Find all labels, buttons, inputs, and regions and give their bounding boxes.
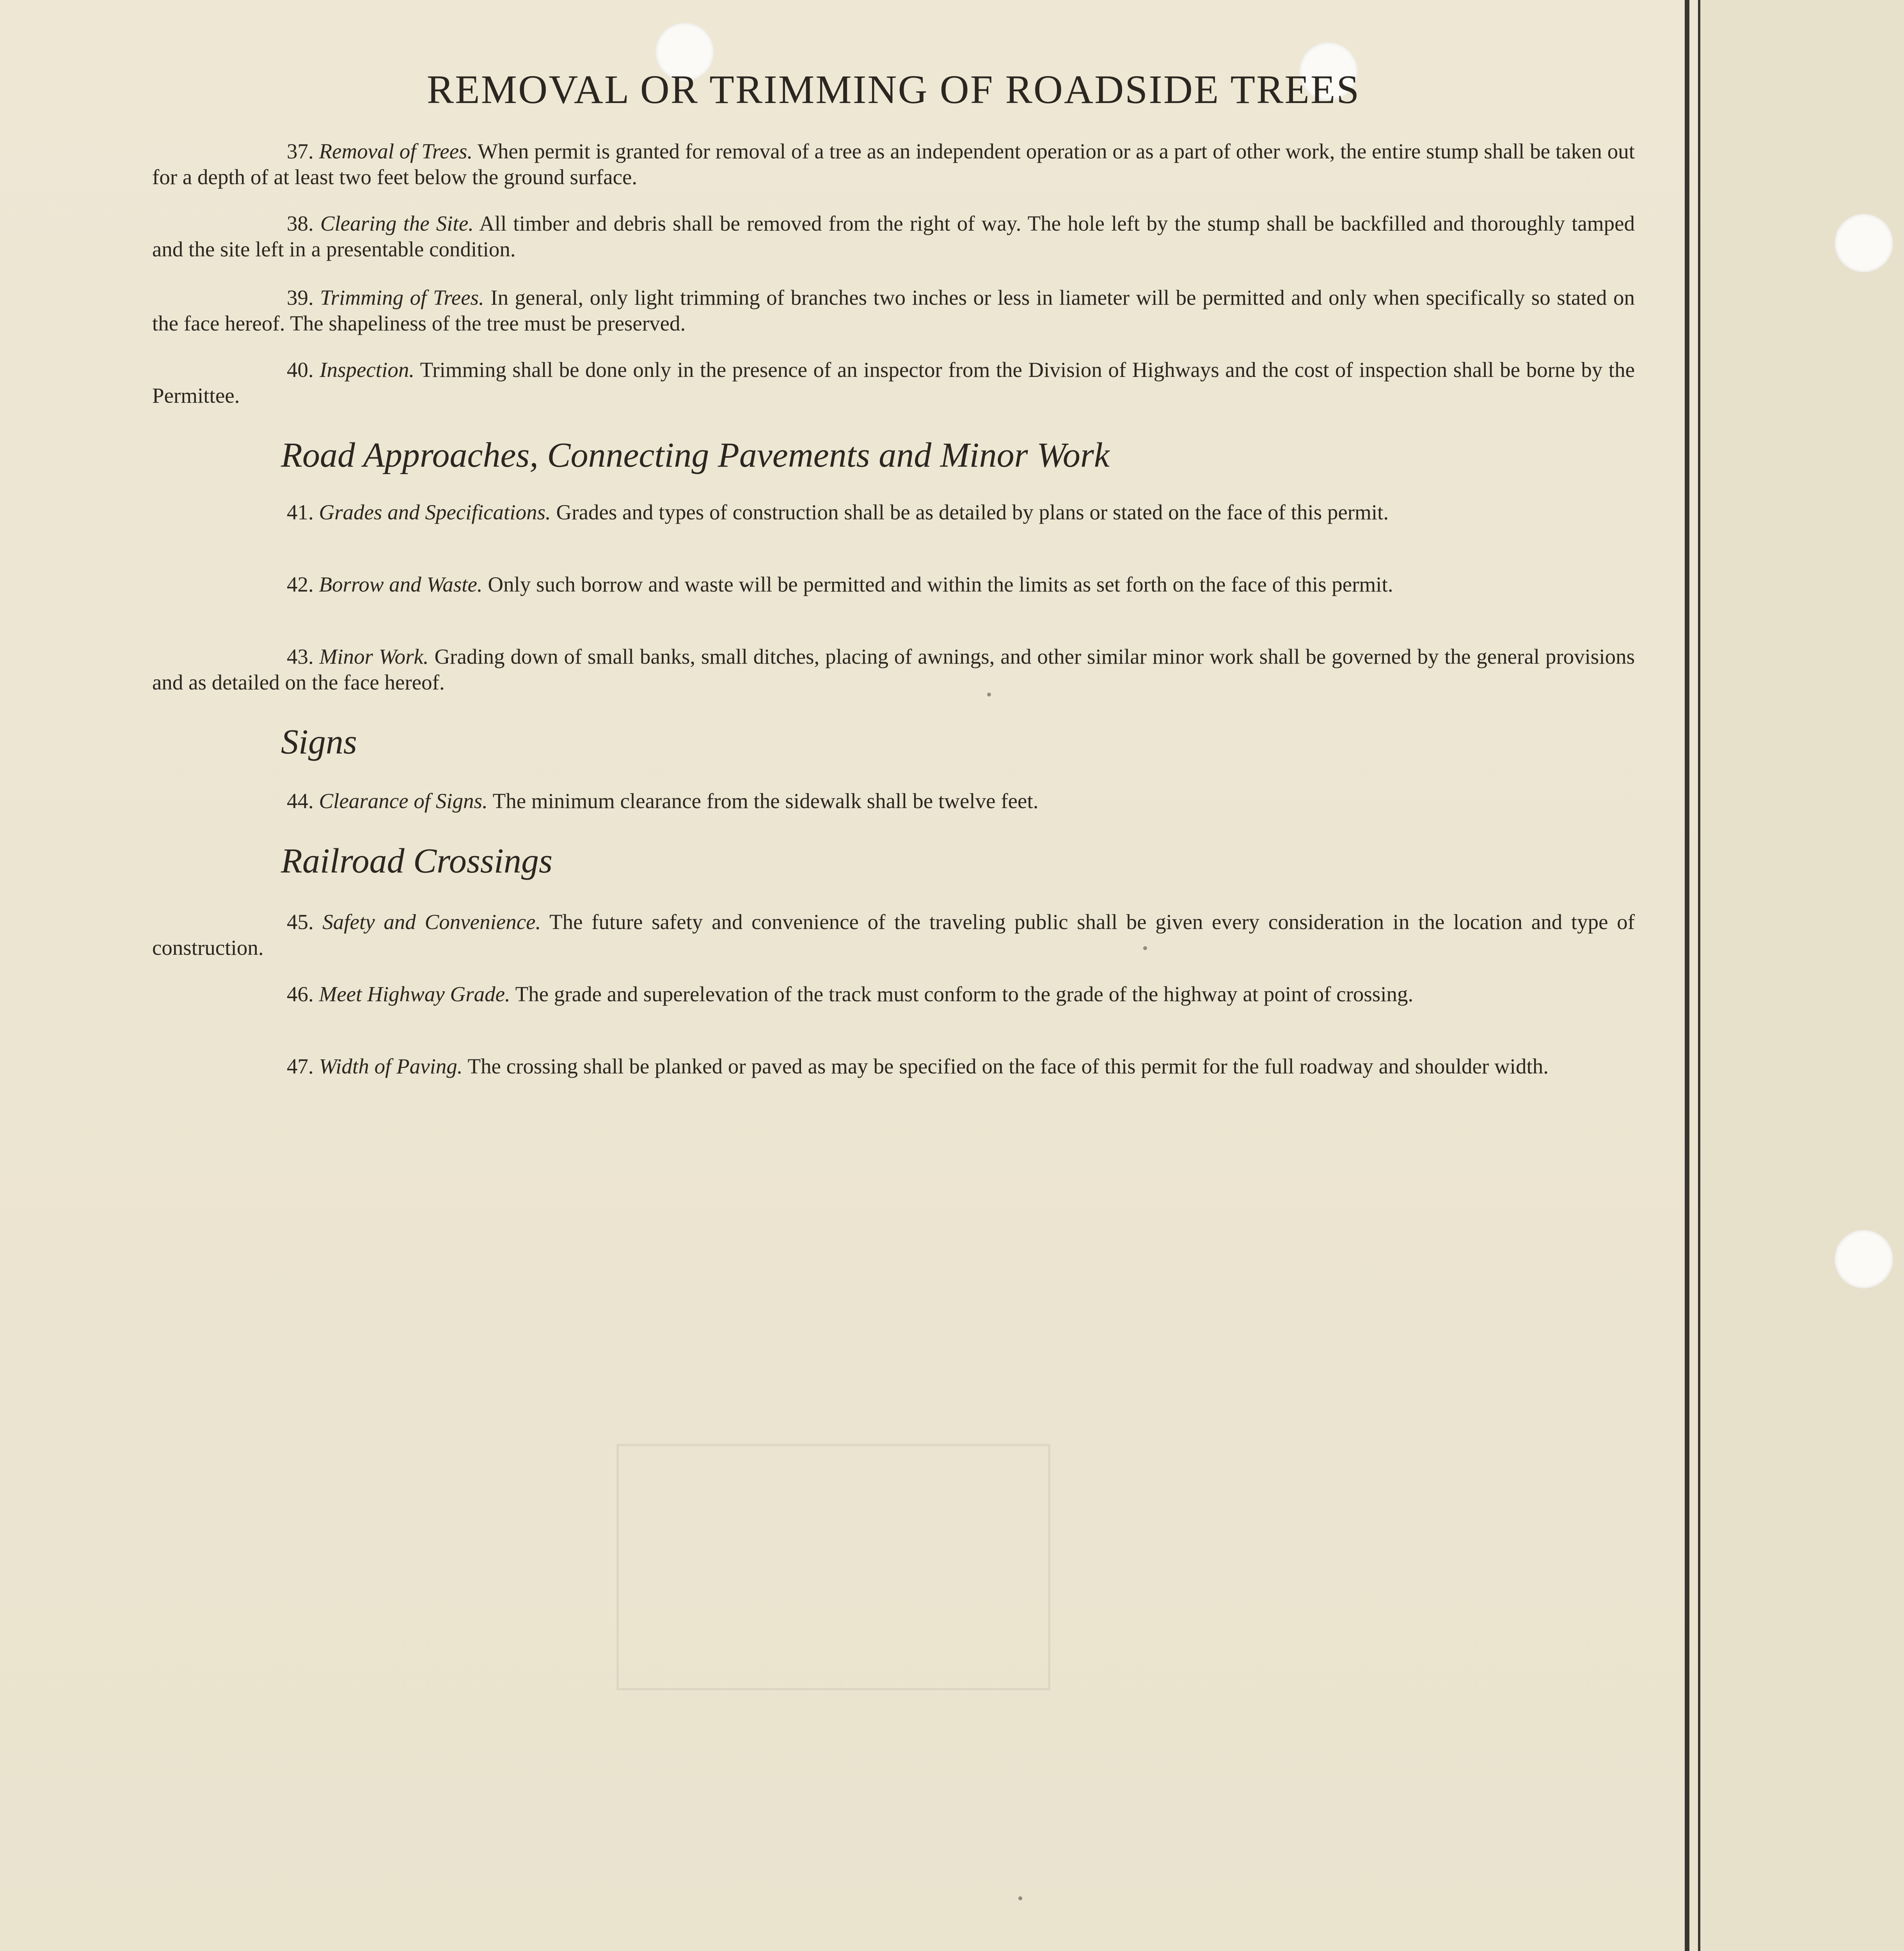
clause-number: 45.	[287, 910, 314, 934]
paper-speck	[1018, 1896, 1022, 1900]
clause-text: All timber and debris shall be removed from the right of way. The hole left by the stump shall be backfilled and thoroughly tamped and the site left in a presentable condition.	[152, 211, 1635, 261]
clause-42	[152, 572, 1635, 597]
clause-text: The grade and superelevation of the track must conform to the grade of the highway at point of crossing.	[515, 982, 1414, 1006]
clause-number: 39.	[287, 286, 314, 309]
clause-number: 44.	[287, 789, 314, 813]
clause-heading: Clearing the Site.	[320, 211, 474, 235]
clause-text: Grades and types of construction shall be as detailed by plans or stated on the face of this permit.	[556, 500, 1389, 524]
clause-number: 47.	[287, 1054, 314, 1078]
clause-number: 43.	[287, 645, 314, 668]
punch-hole	[1835, 1230, 1893, 1288]
clause-41	[152, 499, 1635, 525]
clause-heading: Width of Paving.	[319, 1054, 463, 1078]
clause-text: Only such borrow and waste will be permitted and within the limits as set forth on the face of this permit.	[488, 572, 1393, 596]
binder-margin	[1700, 0, 1904, 1951]
clause-47	[152, 1054, 1635, 1079]
clause-number: 38.	[287, 211, 314, 235]
punch-hole	[1835, 214, 1893, 272]
clause-text: Grading down of small banks, small ditches, placing of awnings, and other similar minor work shall be governed by the general provisions and as detailed on the face hereof.	[152, 645, 1635, 694]
page-title: REMOVAL OR TRIMMING OF ROADSIDE TREES	[426, 67, 1361, 112]
clause-text: Trimming shall be done only in the presence of an inspector from the Division of Highways and the cost of inspection shall be borne by the Permittee.	[152, 358, 1635, 407]
clause-heading: Inspection.	[320, 358, 415, 382]
clause-text: When permit is granted for removal of a tree as an independent operation or as a part of other work, the entire stump shall be taken out for a depth of at least two feet below the ground surface.	[152, 139, 1635, 189]
clause-number: 40.	[287, 358, 314, 382]
clause-39	[152, 285, 1635, 336]
clause-44	[152, 788, 1635, 814]
clause-43	[152, 644, 1635, 695]
clause-text: The minimum clearance from the sidewalk shall be twelve feet.	[492, 789, 1039, 813]
section-heading-road-approaches: Road Approaches, Connecting Pavements and Minor Work	[281, 436, 1110, 474]
paper-speck	[987, 693, 991, 697]
clause-text: In general, only light trimming of branches two inches or less in liameter will be permitted and only when specifically so stated on the face hereof. The shapeliness of the tree must be preserved.	[152, 286, 1635, 335]
clause-heading: Trimming of Trees.	[320, 286, 484, 309]
clause-number: 46.	[287, 982, 314, 1006]
clause-heading: Minor Work.	[319, 645, 429, 668]
paper-speck	[1143, 946, 1147, 950]
clause-number: 37.	[287, 139, 314, 163]
bleed-through-drawing	[616, 1444, 1050, 1690]
binder-edge-line	[1685, 0, 1689, 1951]
clause-heading: Meet Highway Grade.	[319, 982, 510, 1006]
clause-text: The future safety and convenience of the traveling public shall be given every consideration in the location and type of construction.	[152, 910, 1635, 960]
clause-heading: Grades and Specifications.	[319, 500, 551, 524]
clause-46	[152, 981, 1635, 1007]
clause-number: 42.	[287, 572, 314, 596]
section-heading-railroad-crossings: Railroad Crossings	[281, 842, 552, 880]
clause-40	[152, 357, 1635, 409]
section-heading-signs: Signs	[281, 723, 357, 761]
binder-edge-line-thin	[1698, 0, 1700, 1951]
clause-number: 41.	[287, 500, 314, 524]
clause-text: The crossing shall be planked or paved as may be specified on the face of this permit for the full roadway and shoulder width.	[467, 1054, 1549, 1078]
clause-37	[152, 139, 1635, 190]
clause-heading: Borrow and Waste.	[319, 572, 483, 596]
clause-45	[152, 909, 1635, 961]
clause-heading: Clearance of Signs.	[319, 789, 488, 813]
clause-heading: Removal of Trees.	[319, 139, 473, 163]
clause-38	[152, 211, 1635, 262]
clause-heading: Safety and Convenience.	[322, 910, 541, 934]
